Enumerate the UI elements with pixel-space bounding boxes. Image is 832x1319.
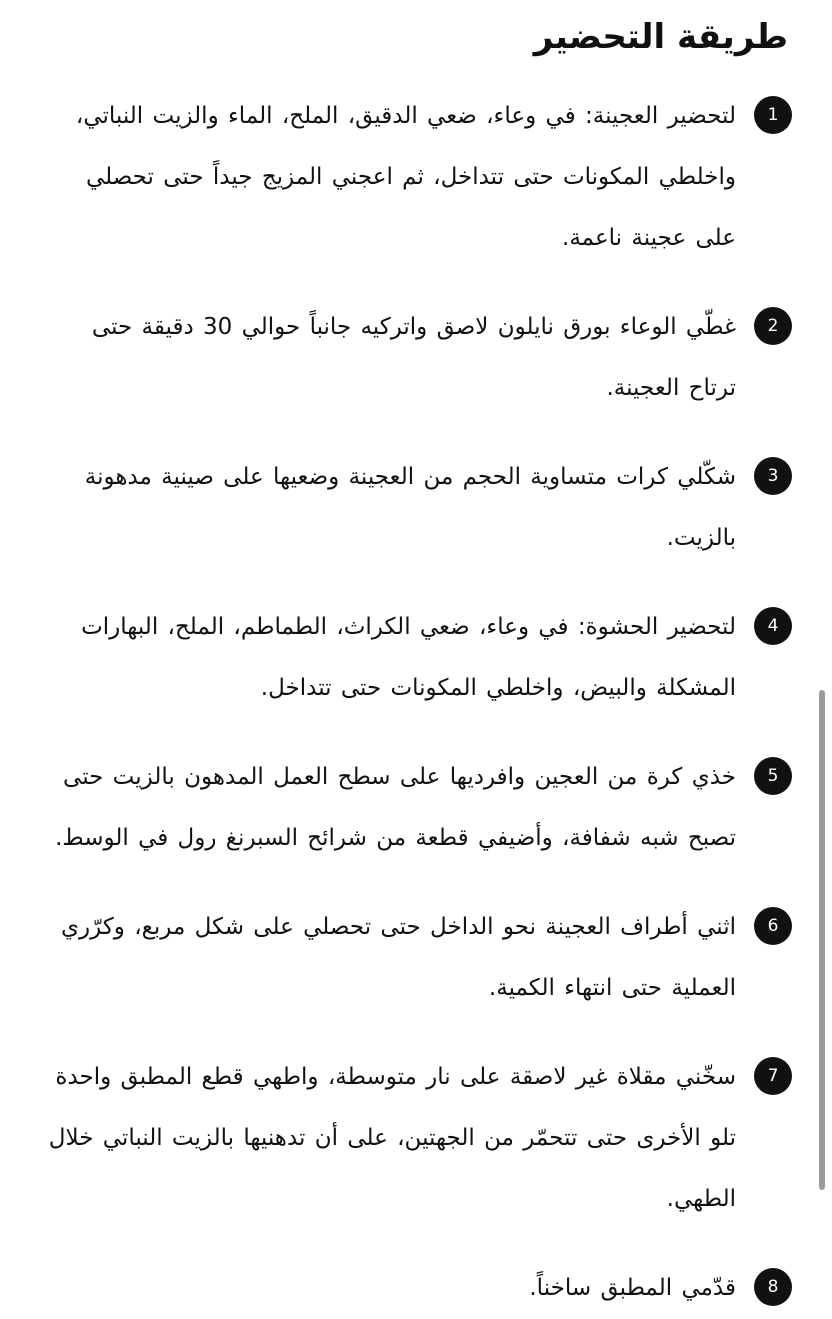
step-number-badge: 6 <box>754 907 792 945</box>
step-number-badge: 3 <box>754 457 792 495</box>
step-text: لتحضير الحشوة: في وعاء، ضعي الكراث، الطماطم، الملح، البهارات المشكلة والبيض، واخلطي المكونات حتى تتداخل. <box>81 614 736 701</box>
step-number-badge: 1 <box>754 96 792 134</box>
step-text: شكّلي كرات متساوية الحجم من العجينة وضعيها على صينية مدهونة بالزيت. <box>84 464 736 551</box>
step-number-badge: 8 <box>754 1268 792 1306</box>
step-item <box>48 447 792 569</box>
step-number-badge: 2 <box>754 307 792 345</box>
step-item <box>48 297 792 419</box>
step-text: خذي كرة من العجين وافرديها على سطح العمل المدهون بالزيت حتى تصبح شبه شفافة، وأضيفي قطعة من شرائح السبرنغ رول في الوسط. <box>55 764 736 851</box>
steps-list <box>48 86 792 1319</box>
section-title: طريقة التحضير <box>533 17 788 57</box>
step-text: سخّني مقلاة غير لاصقة على نار متوسطة، واطهي قطع المطبق واحدة تلو الأخرى حتى تتحمّر من الجهتين، على أن تدهنيها بالزيت النباتي خلال الطهي. <box>48 1064 736 1212</box>
step-text: غطّي الوعاء بورق نايلون لاصق واتركيه جانباً حوالي 30 دقيقة حتى ترتاح العجينة. <box>91 314 736 401</box>
step-number-badge: 5 <box>754 757 792 795</box>
step-item <box>48 86 792 269</box>
vertical-scrollbar[interactable] <box>819 690 825 1190</box>
step-text: لتحضير العجينة: في وعاء، ضعي الدقيق، الملح، الماء والزيت النباتي، واخلطي المكونات حتى تتداخل، ثم اعجني المزيج جيداً حتى تحصلي على عجينة ناعمة. <box>75 103 736 251</box>
step-number-badge: 4 <box>754 607 792 645</box>
step-number-badge: 7 <box>754 1057 792 1095</box>
step-item <box>48 1047 792 1230</box>
step-text: قدّمي المطبق ساخناً. <box>529 1275 736 1301</box>
step-item <box>48 747 792 869</box>
step-item <box>48 897 792 1019</box>
step-text: اثني أطراف العجينة نحو الداخل حتى تحصلي على شكل مربع، وكرّري العملية حتى انتهاء الكمية. <box>61 914 736 1001</box>
step-item <box>48 597 792 719</box>
step-item <box>48 1258 792 1319</box>
